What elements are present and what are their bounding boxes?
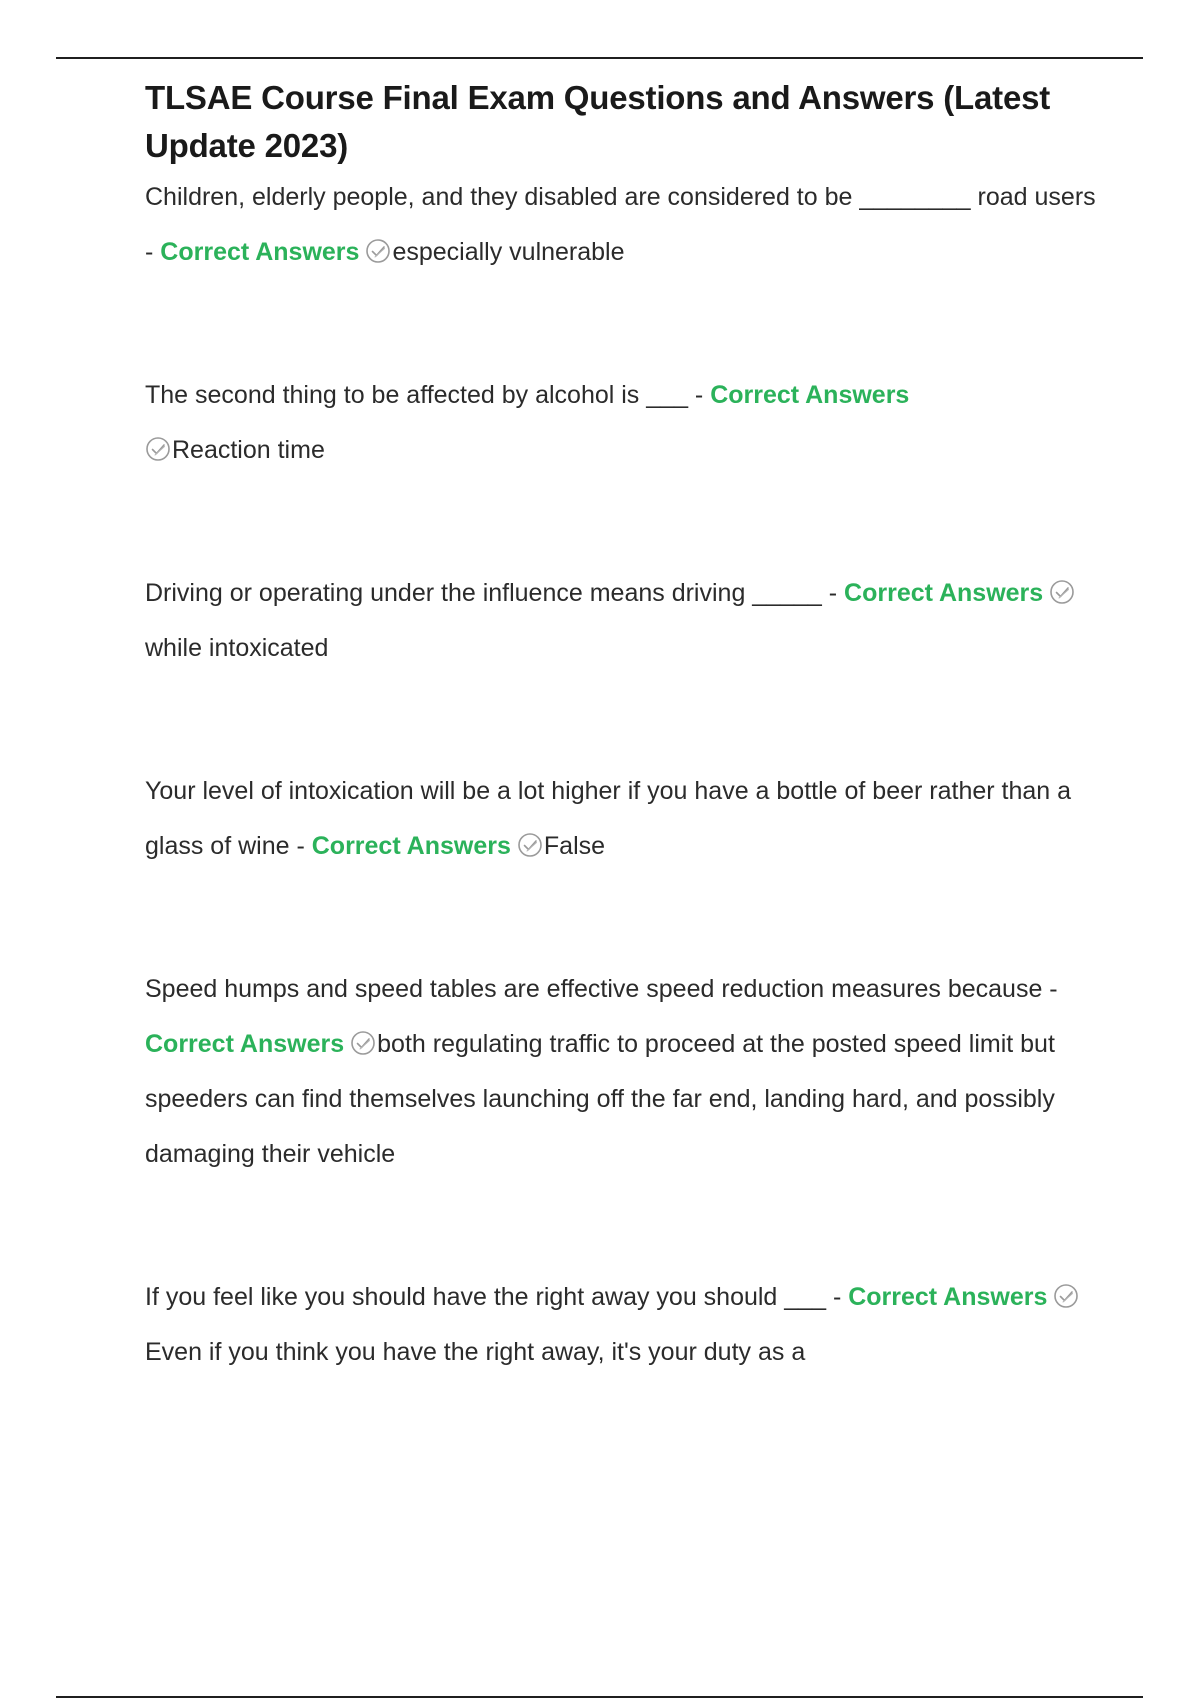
question-text: Your level of intoxication will be a lot higher if you have a bottle of beer rather than a glass of wine [145, 777, 1072, 860]
correct-answers-label: Correct Answers [311, 832, 511, 860]
answer-text: Even if you think you have the right away, it's your duty as a [145, 1338, 806, 1366]
check-circle-icon [517, 832, 543, 858]
question-text: If you feel like you should have the right away you should ___ [145, 1283, 826, 1311]
check-circle-icon [350, 1030, 376, 1056]
document-title: TLSAE Course Final Exam Questions and Answers (Latest Update 2023) [145, 79, 1051, 164]
correct-answers-label: Correct Answers [145, 1030, 345, 1058]
check-circle-icon [145, 436, 171, 462]
top-rule [56, 57, 1143, 59]
question-text: Speed humps and speed tables are effective speed reduction measures because [145, 975, 1043, 1003]
qa-item [145, 1270, 1105, 1380]
answer-text: Reaction time [172, 436, 325, 464]
answer-text: False [543, 832, 606, 860]
qa-item [145, 962, 1105, 1182]
correct-answers-label: Correct Answers [844, 579, 1044, 607]
answer-text: while intoxicated [145, 634, 329, 662]
qa-item [145, 764, 1105, 874]
separator: - [1042, 975, 1058, 1003]
correct-answers-label: Correct Answers [710, 381, 910, 409]
check-circle-icon [365, 238, 391, 264]
check-circle-icon [1049, 579, 1075, 605]
question-text: Children, elderly people, and they disabled are considered to be ________ road users [145, 183, 1096, 211]
qa-item [145, 566, 1105, 676]
separator: - [821, 579, 845, 607]
qa-item [145, 170, 1105, 280]
answer-text: especially vulnerable [392, 238, 625, 266]
correct-answers-label: Correct Answers [848, 1283, 1048, 1311]
check-circle-icon [1053, 1283, 1079, 1309]
question-text: Driving or operating under the influence means driving _____ [145, 579, 822, 607]
question-text: The second thing to be affected by alcohol is ___ [145, 381, 688, 409]
answer-text: both regulating traffic to proceed at the posted speed limit but speeders can find themselves launching off the far end, landing hard, and possibly damaging their vehicle [145, 1030, 1055, 1168]
correct-answers-label: Correct Answers [160, 238, 360, 266]
qa-item [145, 368, 1105, 478]
separator: - [687, 381, 711, 409]
separator: - [145, 238, 161, 266]
separator: - [289, 832, 312, 860]
document-body [145, 74, 1105, 1380]
separator: - [826, 1283, 849, 1311]
bottom-rule [56, 1696, 1143, 1698]
